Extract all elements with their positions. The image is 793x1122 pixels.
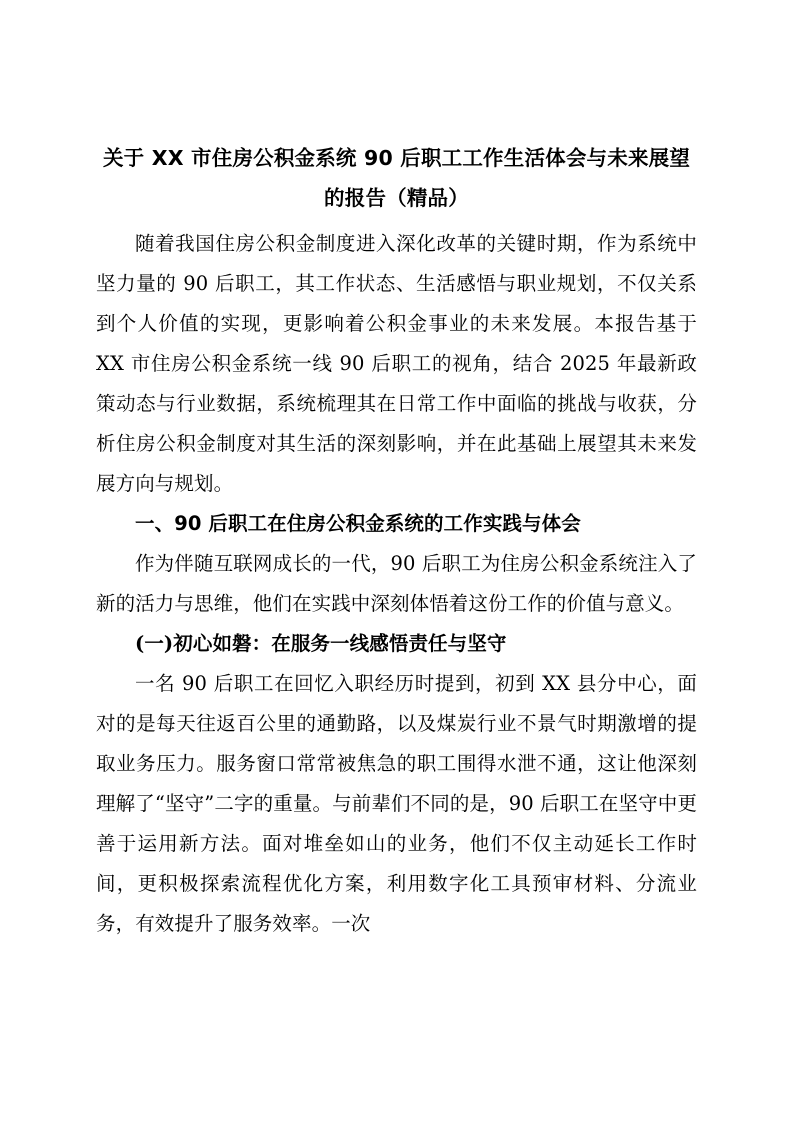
- section-heading-1: 一、90 后职工在住房公积金系统的工作实践与体会: [135, 512, 581, 535]
- intro-paragraph: 随着我国住房公积金制度进入深化改革的关键时期，作为系统中坚力量的 90 后职工，其工作状态、生活感悟与职业规划，不仅关系到个人价值的实现，更影响着公积金事业的未来发展。本报告基于 XX 市住房公积金系统一线 90 后职工的视角，结合 2025 年最新政策动态与行业数据，系统梳理其在日常工作中面临的挑战与收获，分析住房公积金制度对其生活的深刻影响，并在此基础上展望其未来发展方向与规划。: [96, 232, 697, 495]
- subsection-heading-1: (一)初心如磐：在服务一线感悟责任与坚守: [135, 632, 507, 655]
- page-title: 关于 XX 市住房公积金系统 90 后职工工作生活体会与未来展望的报告（精品）: [102, 146, 691, 210]
- subsection-1-paragraph: 一名 90 后职工在回忆入职经历时提到，初到 XX 县分中心，面对的是每天往返百公里的通勤路，以及煤炭行业不景气时期激增的提取业务压力。服务窗口常常被焦急的职工围得水泄不通，这让他深刻理解了“坚守”二字的重量。与前辈们不同的是，90 后职工在坚守中更善于运用新方法。面对堆垒如山的业务，他们不仅主动延长工作时间，更积极探索流程优化方案，利用数字化工具预审材料、分流业务，有效提升了服务效率。一次: [96, 672, 697, 935]
- section-1-paragraph: 作为伴随互联网成长的一代，90 后职工为住房公积金系统注入了新的活力与思维，他们在实践中深刻体悟着这份工作的价值与意义。: [96, 552, 697, 615]
